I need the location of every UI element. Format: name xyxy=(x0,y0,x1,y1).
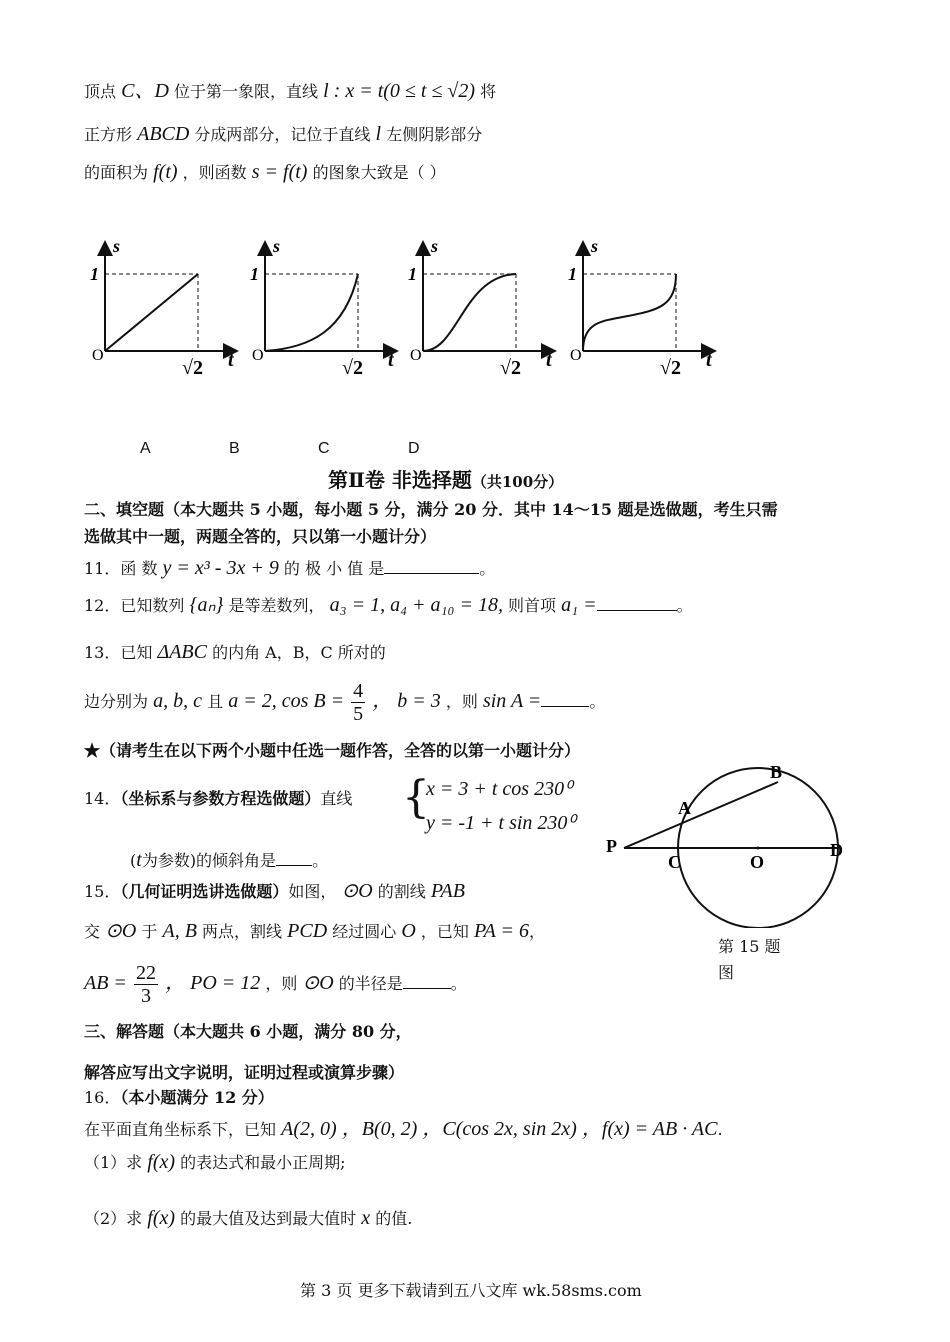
graph-c xyxy=(408,236,553,379)
svg-text:√2: √2 xyxy=(342,357,363,379)
q11-blank[interactable] xyxy=(384,573,479,574)
q10-line2: 正方形 ABCD 分成两部分，记位于直线 l 左侧阴影部分 xyxy=(84,123,483,145)
answer-graphs xyxy=(80,236,720,384)
graph-label-c: C xyxy=(318,440,330,457)
svg-text:s: s xyxy=(431,236,439,256)
svg-text:O: O xyxy=(570,347,582,364)
figure-15-caption-2: 图 xyxy=(718,963,735,982)
svg-text:D: D xyxy=(830,840,843,860)
svg-text:s: s xyxy=(113,236,121,256)
graph-a xyxy=(90,236,235,379)
svg-text:t: t xyxy=(546,349,552,371)
question-16-part1: （1）求 f(x) 的表达式和最小正周期; xyxy=(84,1151,346,1173)
svg-text:t: t xyxy=(706,349,712,371)
curve-d xyxy=(583,274,676,351)
question-11: 11．函 数 y = x³ - 3x + 9 的 极 小 值 是 。 xyxy=(84,557,496,579)
question-16-line1: 在平面直角坐标系下，已知 A(2, 0) ，B(0, 2) ，C(cos 2x, sin 2x) ，f(x) = AB · AC. xyxy=(84,1118,723,1140)
svg-text:O: O xyxy=(252,347,264,364)
question-13-line2: 边分别为 a, b, c 且 a = 2, cos B = $\frac{4}{5}$ ， b = 3 ，则 sin A = 。 xyxy=(84,680,606,725)
question-14: 14．（坐标系与参数方程选做题）直线 xyxy=(84,789,353,808)
question-15-line3: AB = $\frac{22}{3}$ ， PO = 12 ，则 ⊙O 的半径是 。 xyxy=(84,962,467,1007)
svg-text:√2: √2 xyxy=(500,357,521,379)
svg-text:√2: √2 xyxy=(182,357,203,379)
svg-text:O: O xyxy=(92,347,104,364)
points-cd: C、D xyxy=(121,80,169,102)
q15-blank[interactable] xyxy=(403,988,451,989)
question-14-line2: (t为参数)的倾斜角是 。 xyxy=(130,849,329,871)
graph-label-d: D xyxy=(408,440,420,457)
figure-15-caption: 第 15 题 xyxy=(718,937,781,956)
page-footer: 第 3 页 更多下载请到五八文库 wk.58sms.com xyxy=(300,1281,642,1300)
q10-line3: 的面积为 f(t) ，则函数 s = f(t) 的图象大致是（ ） xyxy=(84,161,446,183)
question-12: 12．已知数列 {aₙ} 是等差数列， a₃ = 1, a₄ + a₁₀ = 18, 则首项 a₁ = 。 xyxy=(84,594,693,616)
svg-text:1: 1 xyxy=(568,264,577,284)
optional-note: ★（请考生在以下两个小题中任选一题作答，全答的以第一小题计分） xyxy=(84,741,581,760)
svg-text:1: 1 xyxy=(250,264,259,284)
section2-line1: 二、填空题（本大题共 5 小题，每小题 5 分，满分 20 分．其中 14～15 题是选做题，考生只需 xyxy=(84,500,778,519)
question-15-line1: 15．（几何证明选讲选做题）如图， ⊙O 的割线 PAB xyxy=(84,880,465,902)
figure-15 xyxy=(600,758,860,928)
q12-blank[interactable] xyxy=(597,610,677,611)
system-brace: { xyxy=(402,772,430,823)
graph-b xyxy=(250,236,395,379)
question-13-line1: 13．已知 ΔABC 的内角 A，B，C 所对的 xyxy=(84,641,386,663)
graph-d xyxy=(568,236,713,379)
svg-text:s: s xyxy=(591,236,599,256)
svg-text:t: t xyxy=(228,349,234,371)
graph-label-b: B xyxy=(229,440,240,457)
graph-label-a: A xyxy=(140,440,151,457)
svg-text:B: B xyxy=(770,762,783,782)
q10-line1: 顶点 C、D 位于第一象限，直线 l : x = t(0 ≤ t ≤ √2) 将 xyxy=(84,80,497,102)
question-16-head: 16．（本小题满分 12 分） xyxy=(84,1088,274,1107)
svg-text:O: O xyxy=(750,852,765,872)
svg-text:1: 1 xyxy=(408,264,417,284)
svg-text:t: t xyxy=(388,349,394,371)
curve-b xyxy=(265,274,358,351)
q14-blank[interactable] xyxy=(276,865,312,866)
svg-text:A: A xyxy=(678,798,691,818)
section2-line2: 选做其中一题，两题全答的，只以第一小题计分） xyxy=(84,527,437,546)
svg-text:C: C xyxy=(668,852,681,872)
question-16-part2: （2）求 f(x) 的最大值及达到最大值时 x 的值. xyxy=(84,1207,413,1229)
center-o xyxy=(757,847,760,850)
svg-text:O: O xyxy=(410,347,422,364)
svg-text:√2: √2 xyxy=(660,357,681,379)
ab-fraction: $\frac{22}{3}$ xyxy=(136,962,157,1007)
svg-text:P: P xyxy=(606,836,617,856)
part2-title: 第Ⅱ卷 非选择题（共100分） xyxy=(328,468,564,492)
section3-line1: 三、解答题（本大题共 6 小题，满分 80 分， xyxy=(84,1022,412,1041)
section3-line2: 解答应写出文字说明，证明过程或演算步骤） xyxy=(84,1063,405,1082)
curve-c xyxy=(423,274,516,351)
question-15-line2: 交 ⊙O 于 A, B 两点，割线 PCD 经过圆心 O ，已知 PA = 6， xyxy=(84,920,546,942)
cos-b-fraction: $\frac{4}{5}$ xyxy=(353,680,364,725)
curve-a xyxy=(105,274,198,351)
param-eq-2: y = -1 + t sin 230⁰ xyxy=(426,812,576,834)
q13-blank[interactable] xyxy=(541,706,589,707)
svg-text:s: s xyxy=(273,236,281,256)
param-eq-1: x = 3 + t cos 230⁰ xyxy=(426,778,573,800)
line-equation: l : x = t(0 ≤ t ≤ √2) xyxy=(323,80,476,102)
svg-text:1: 1 xyxy=(90,264,99,284)
